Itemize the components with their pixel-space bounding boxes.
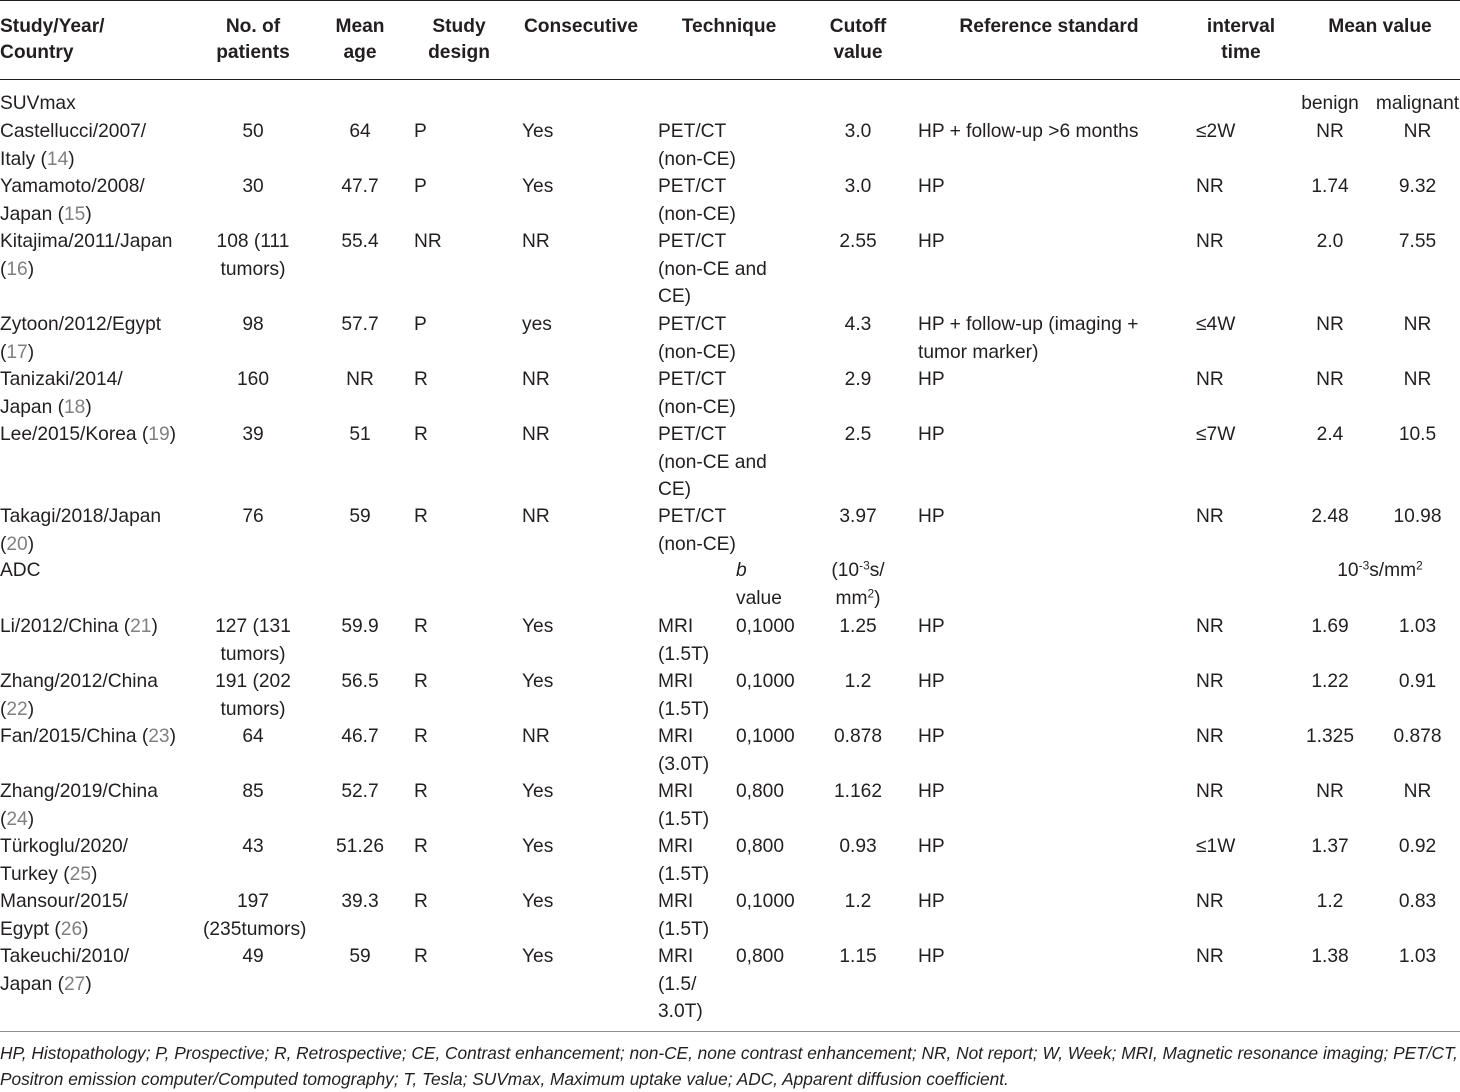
- technique-cell: MRI (1.5T): [658, 616, 710, 665]
- age-cell: 59.9: [341, 616, 379, 637]
- citation-ref: 25: [69, 863, 91, 885]
- patients-cell: 39: [242, 424, 264, 445]
- technique-cell: PET/CT (non-CE): [658, 506, 736, 555]
- header-technique: Technique: [681, 16, 777, 37]
- cutoff-cell: 1.2: [844, 891, 872, 912]
- header-rule: [0, 79, 1460, 80]
- age-cell: 52.7: [341, 781, 379, 802]
- citation-ref: 18: [64, 396, 86, 418]
- interval-cell: NR: [1196, 671, 1224, 692]
- reference-cell: HP: [918, 424, 945, 445]
- cutoff-cell: 1.162: [833, 781, 882, 802]
- consecutive-cell: Yes: [522, 121, 554, 142]
- patients-cell: 197 (235tumors): [203, 891, 307, 940]
- reference-cell: HP: [918, 836, 945, 857]
- malignant-cell: 10.98: [1393, 506, 1442, 527]
- design-cell: R: [414, 946, 428, 967]
- consecutive-cell: Yes: [522, 671, 554, 692]
- age-cell: 59: [349, 506, 371, 527]
- cutoff-cell: 1.15: [839, 946, 877, 967]
- design-cell: R: [414, 781, 428, 802]
- technique-cell: PET/CT (non-CE): [658, 176, 736, 225]
- cutoff-cell: 2.55: [839, 231, 877, 252]
- technique-cell: MRI (1.5T): [658, 781, 710, 830]
- age-cell: 55.4: [341, 231, 379, 252]
- interval-cell: ≤4W: [1196, 314, 1236, 335]
- footnote: HP, Histopathology; P, Prospective; R, Retrospective; CE, Contrast enhancement; non-CE, none contrast enhancement; NR, Not report; W, Week; MRI, Magnetic resonance imaging; PET/CT, Positron emission computer/Computed tomography; T, Tesla; SUVmax, Maximum uptake value; ADC, Apparent diffusion coefficient.: [0, 1043, 1458, 1089]
- patients-cell: 43: [242, 836, 264, 857]
- patients-cell: 98: [242, 314, 264, 335]
- study-cell: Tanizaki/2014/ Japan (18): [0, 369, 123, 418]
- interval-cell: NR: [1196, 506, 1224, 527]
- b-value-cell: 0,1000: [736, 671, 795, 692]
- patients-cell: 64: [242, 726, 264, 747]
- citation-ref: 17: [6, 341, 28, 363]
- header-age: Mean age: [335, 16, 385, 63]
- patients-cell: 108 (111 tumors): [216, 231, 290, 280]
- study-cell: Zytoon/2012/Egypt (17): [0, 314, 162, 363]
- technique-cell: PET/CT (non-CE): [658, 369, 736, 418]
- reference-cell: HP: [918, 616, 945, 637]
- reference-cell: HP + follow-up (imaging + tumor marker): [918, 314, 1139, 363]
- study-cell: Zhang/2019/China (24): [0, 781, 158, 830]
- age-cell: 46.7: [341, 726, 379, 747]
- bottom-rule: [0, 1031, 1460, 1032]
- interval-cell: NR: [1196, 231, 1224, 252]
- technique-cell: MRI (1.5T): [658, 891, 710, 940]
- cutoff-cell: 4.3: [844, 314, 872, 335]
- header-mean-value: Mean value: [1328, 16, 1432, 37]
- citation-ref: 14: [46, 148, 69, 170]
- design-cell: R: [414, 369, 428, 390]
- citation-ref: 23: [148, 726, 170, 747]
- design-cell: P: [414, 314, 427, 335]
- consecutive-cell: yes: [522, 314, 552, 335]
- patients-cell: 49: [242, 946, 264, 967]
- benign-cell: 1.2: [1316, 891, 1344, 912]
- benign-label: benign: [1301, 93, 1359, 114]
- citation-ref: 15: [64, 203, 86, 225]
- header-consecutive: Consecutive: [523, 16, 639, 37]
- study-cell: Li/2012/China (21): [0, 616, 158, 637]
- interval-cell: NR: [1196, 946, 1224, 967]
- header-study: Study/Year/ Country: [0, 16, 105, 63]
- study-cell: Yamamoto/2008/ Japan (15): [0, 176, 145, 225]
- cutoff-cell: 1.25: [839, 616, 877, 637]
- patients-cell: 50: [242, 121, 264, 142]
- benign-cell: 2.4: [1316, 424, 1344, 445]
- cutoff-cell: 3.97: [839, 506, 877, 527]
- interval-cell: NR: [1196, 176, 1224, 197]
- malignant-label: malignant: [1375, 93, 1460, 114]
- cutoff-cell: 3.0: [844, 121, 872, 142]
- consecutive-cell: Yes: [522, 616, 554, 637]
- design-cell: R: [414, 616, 428, 637]
- study-cell: Castellucci/2007/ Italy (14): [0, 121, 147, 170]
- header-patients: No. of patients: [216, 16, 290, 63]
- benign-cell: 1.38: [1311, 946, 1349, 967]
- age-cell: 51: [349, 424, 371, 445]
- interval-cell: NR: [1196, 781, 1224, 802]
- study-cell: Türkoglu/2020/ Turkey (25): [0, 836, 128, 885]
- header-cutoff: Cutoff value: [829, 16, 887, 63]
- malignant-cell: 0.83: [1398, 891, 1437, 912]
- header-interval: interval time: [1206, 16, 1276, 63]
- patients-cell: 76: [242, 506, 264, 527]
- interval-cell: ≤1W: [1196, 836, 1236, 857]
- benign-cell: 1.74: [1311, 176, 1349, 197]
- consecutive-cell: Yes: [522, 891, 554, 912]
- reference-cell: HP: [918, 671, 945, 692]
- reference-cell: HP + follow-up >6 months: [918, 121, 1139, 142]
- citation-ref: 24: [6, 808, 28, 830]
- age-cell: 59: [349, 946, 371, 967]
- benign-cell: 1.69: [1311, 616, 1349, 637]
- reference-cell: HP: [918, 176, 945, 197]
- design-cell: NR: [414, 231, 442, 252]
- citation-ref: 22: [6, 698, 28, 720]
- cutoff-cell: 0.878: [833, 726, 882, 747]
- technique-cell: MRI (3.0T): [658, 726, 710, 775]
- benign-cell: NR: [1316, 314, 1344, 335]
- patients-cell: 191 (202 tumors): [215, 671, 291, 720]
- benign-cell: 1.37: [1311, 836, 1349, 857]
- design-cell: R: [414, 891, 428, 912]
- study-cell: Fan/2015/China (23): [0, 726, 176, 747]
- study-cell: Kitajima/2011/Japan (16): [0, 231, 173, 280]
- interval-cell: NR: [1196, 616, 1224, 637]
- malignant-cell: 1.03: [1398, 616, 1437, 637]
- age-cell: 57.7: [341, 314, 379, 335]
- section-adc: ADC: [0, 560, 41, 581]
- age-cell: 64: [349, 121, 371, 142]
- age-cell: NR: [346, 369, 374, 390]
- malignant-cell: 0.92: [1398, 836, 1437, 857]
- citation-ref: 27: [64, 973, 86, 995]
- citation-ref: 20: [6, 533, 28, 555]
- patients-cell: 30: [242, 176, 264, 197]
- consecutive-cell: NR: [522, 506, 550, 527]
- citation-ref: 19: [148, 424, 170, 445]
- consecutive-cell: Yes: [522, 176, 554, 197]
- technique-cell: MRI (1.5T): [658, 836, 710, 885]
- header-reference: Reference standard: [959, 16, 1139, 37]
- design-cell: R: [414, 671, 428, 692]
- reference-cell: HP: [918, 726, 945, 747]
- malignant-cell: NR: [1403, 121, 1432, 142]
- cutoff-cell: 0.93: [839, 836, 877, 857]
- benign-cell: NR: [1316, 121, 1344, 142]
- interval-cell: ≤2W: [1196, 121, 1236, 142]
- patients-cell: 160: [236, 369, 269, 390]
- benign-cell: 1.22: [1311, 671, 1349, 692]
- reference-cell: HP: [918, 946, 945, 967]
- b-value-cell: 0,800: [736, 781, 785, 802]
- design-cell: R: [414, 836, 428, 857]
- consecutive-cell: NR: [522, 231, 550, 252]
- b-value-cell: 0,800: [736, 836, 785, 857]
- b-value-label: b value: [736, 560, 782, 609]
- citation-ref: 26: [60, 918, 83, 940]
- design-cell: R: [414, 506, 428, 527]
- malignant-cell: 1.03: [1398, 946, 1437, 967]
- technique-cell: MRI (1.5T): [658, 671, 710, 720]
- top-rule: [0, 0, 1460, 1]
- benign-cell: NR: [1316, 369, 1344, 390]
- consecutive-cell: NR: [522, 726, 550, 747]
- b-value-cell: 0,1000: [736, 616, 795, 637]
- study-cell: Takagi/2018/Japan (20): [0, 506, 162, 555]
- interval-cell: NR: [1196, 891, 1224, 912]
- malignant-cell: NR: [1403, 369, 1432, 390]
- cutoff-cell: 1.2: [844, 671, 872, 692]
- consecutive-cell: Yes: [522, 946, 554, 967]
- reference-cell: HP: [918, 506, 945, 527]
- b-value-cell: 0,1000: [736, 726, 795, 747]
- header-design: Study design: [428, 16, 490, 63]
- study-cell: Mansour/2015/ Egypt (26): [0, 891, 128, 940]
- age-cell: 47.7: [341, 176, 379, 197]
- reference-cell: HP: [918, 891, 945, 912]
- design-cell: P: [414, 121, 427, 142]
- consecutive-cell: NR: [522, 424, 550, 445]
- benign-cell: NR: [1316, 781, 1344, 802]
- malignant-cell: NR: [1403, 314, 1432, 335]
- malignant-cell: 0.878: [1393, 726, 1442, 747]
- study-cell: Lee/2015/Korea (19): [0, 424, 177, 445]
- interval-cell: NR: [1196, 369, 1224, 390]
- malignant-cell: 9.32: [1398, 176, 1437, 197]
- technique-cell: PET/CT (non-CE and CE): [658, 424, 767, 500]
- mean-value-unit: $10^{-3}s/mm^2$: [1337, 558, 1423, 581]
- design-cell: R: [414, 726, 428, 747]
- age-cell: 39.3: [341, 891, 379, 912]
- technique-cell: PET/CT (non-CE): [658, 314, 736, 363]
- cutoff-cell: 2.5: [844, 424, 872, 445]
- technique-cell: MRI (1.5/ 3.0T): [658, 946, 703, 1022]
- section-suvmax: SUVmax: [0, 93, 76, 114]
- cutoff-unit: ($10^{-3}s/$ $mm^2$): [831, 558, 885, 609]
- reference-cell: HP: [918, 781, 945, 802]
- citation-ref: 21: [130, 616, 152, 637]
- cutoff-cell: 2.9: [844, 369, 872, 390]
- consecutive-cell: Yes: [522, 781, 554, 802]
- interval-cell: ≤7W: [1196, 424, 1236, 445]
- design-cell: R: [414, 424, 428, 445]
- study-cell: Takeuchi/2010/ Japan (27): [0, 946, 130, 995]
- reference-cell: HP: [918, 369, 945, 390]
- patients-cell: 85: [242, 781, 264, 802]
- study-cell: Zhang/2012/China (22): [0, 671, 158, 720]
- consecutive-cell: NR: [522, 369, 550, 390]
- benign-cell: 2.48: [1311, 506, 1349, 527]
- b-value-cell: 0,800: [736, 946, 785, 967]
- malignant-cell: 7.55: [1398, 231, 1437, 252]
- technique-cell: PET/CT (non-CE and CE): [658, 231, 767, 307]
- citation-ref: 16: [6, 258, 28, 280]
- cutoff-cell: 3.0: [844, 176, 872, 197]
- malignant-cell: NR: [1403, 781, 1432, 802]
- interval-cell: NR: [1196, 726, 1224, 747]
- malignant-cell: 10.5: [1398, 424, 1437, 445]
- b-value-cell: 0,1000: [736, 891, 795, 912]
- malignant-cell: 0.91: [1398, 671, 1437, 692]
- design-cell: P: [414, 176, 427, 197]
- age-cell: 56.5: [341, 671, 379, 692]
- benign-cell: 1.325: [1305, 726, 1354, 747]
- reference-cell: HP: [918, 231, 945, 252]
- age-cell: 51.26: [335, 836, 384, 857]
- benign-cell: 2.0: [1316, 231, 1344, 252]
- technique-cell: PET/CT (non-CE): [658, 121, 736, 170]
- consecutive-cell: Yes: [522, 836, 554, 857]
- patients-cell: 127 (131 tumors): [215, 616, 291, 665]
